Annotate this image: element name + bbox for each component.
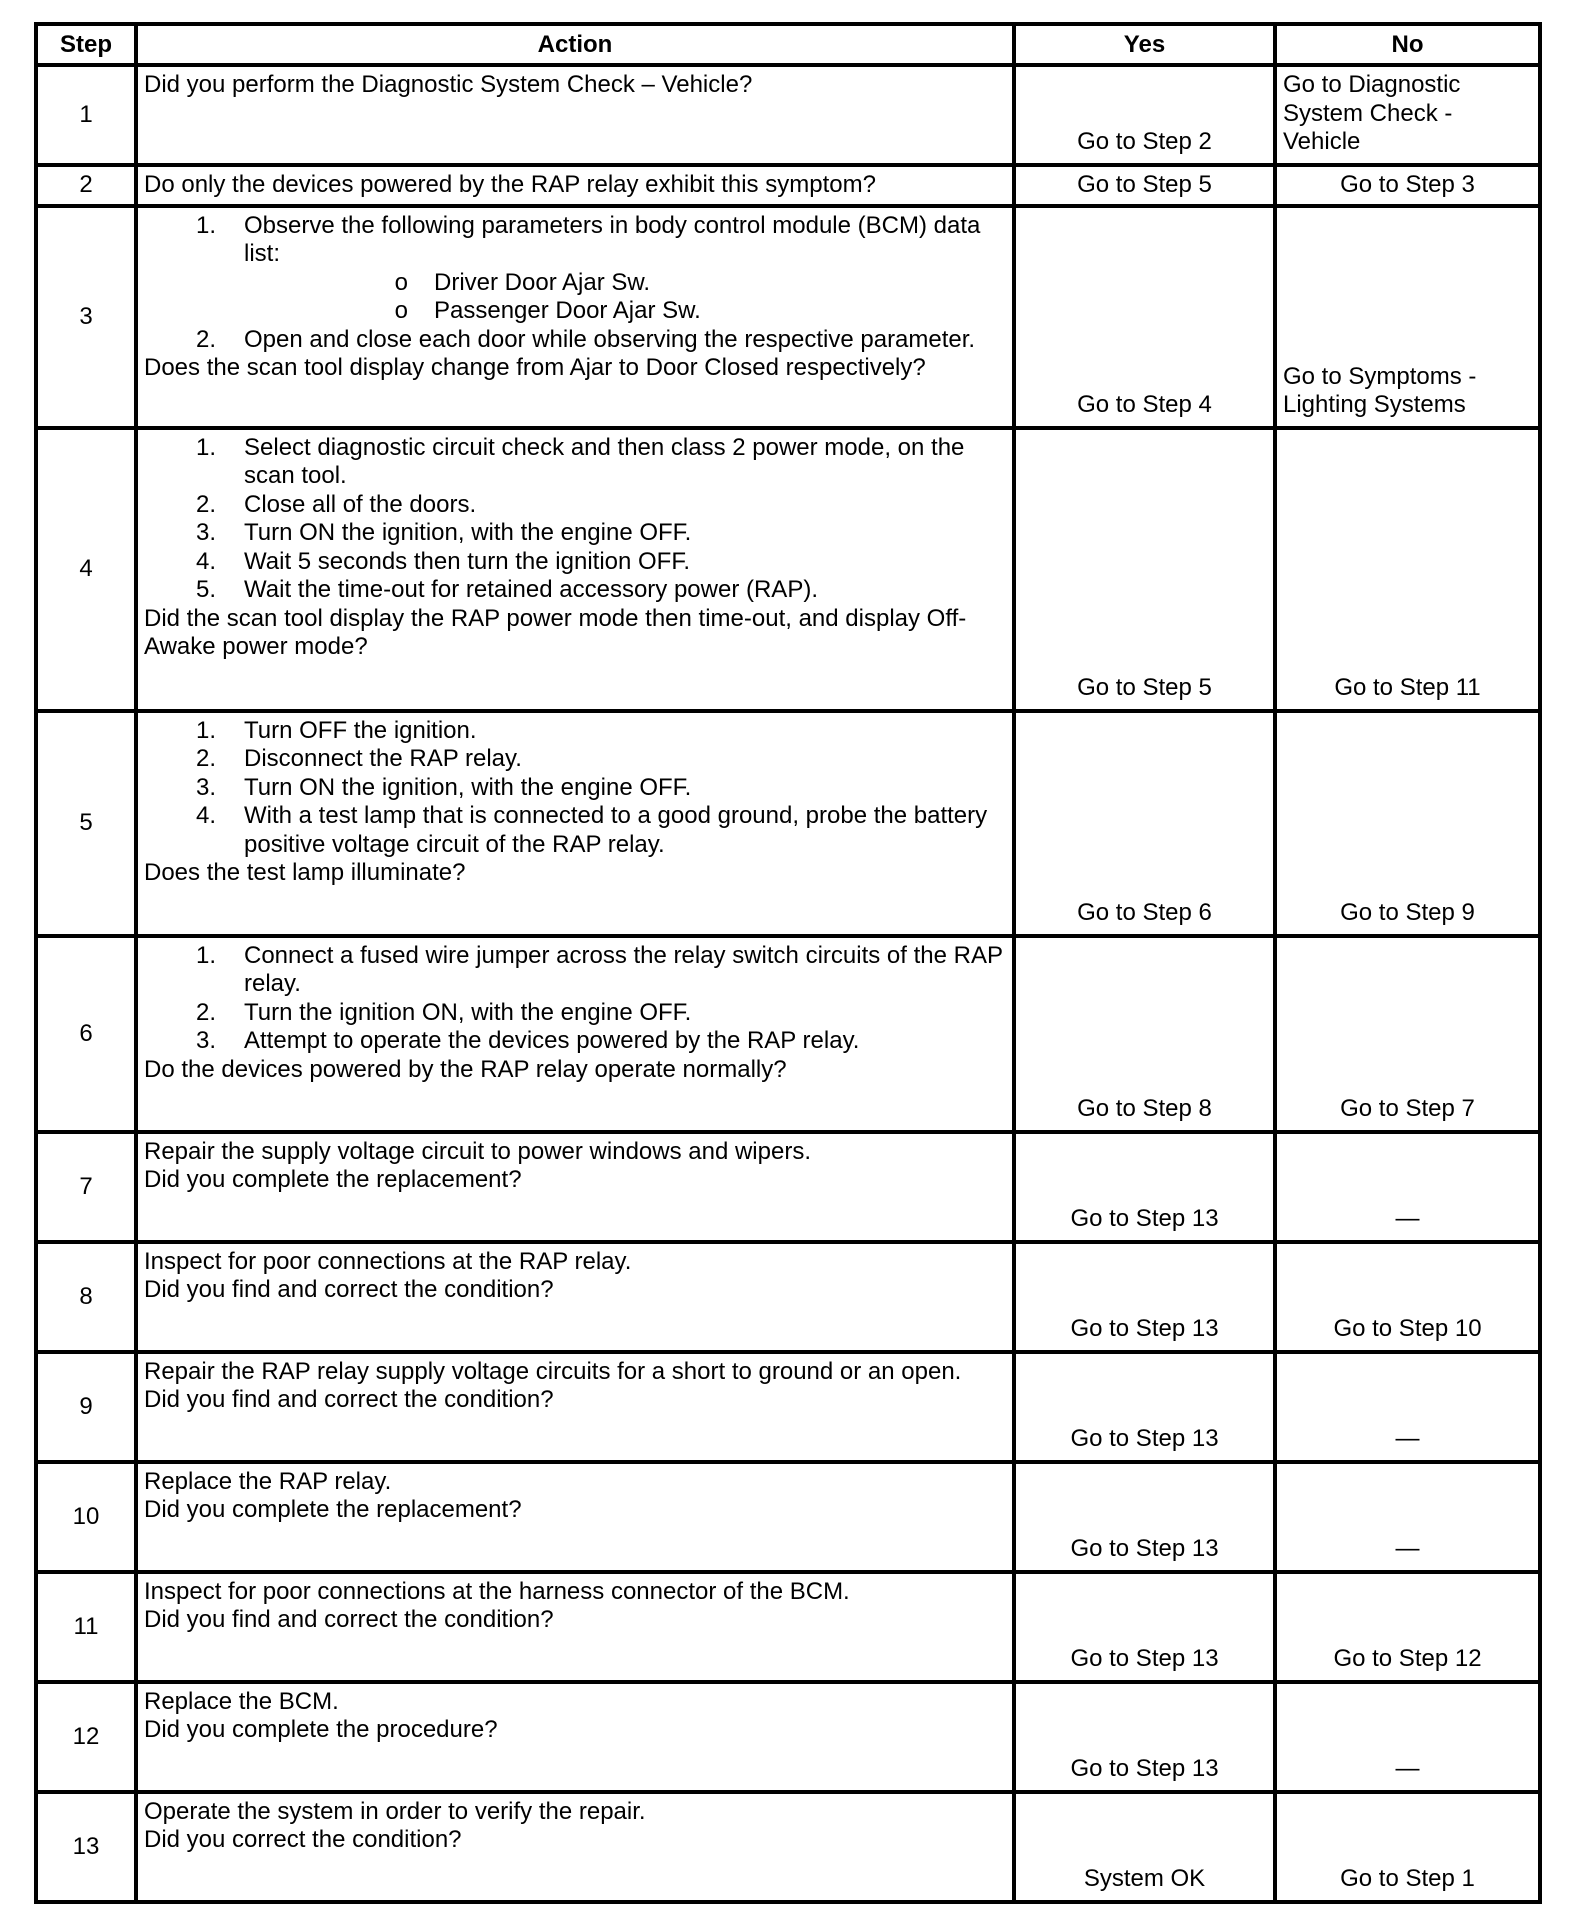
yes-link[interactable]: Go to Step 13 [1070,1535,1219,1562]
bullet: o [394,268,408,296]
no-line: System Check - [1283,99,1453,127]
no-cell [1275,206,1540,428]
step-item-number: 2. [195,998,216,1026]
action-step [144,519,1008,548]
yes-link[interactable]: Go to Step 13 [1070,1755,1219,1782]
yes-link[interactable]: Go to Step 13 [1070,1645,1219,1672]
action-cell [136,1682,1014,1792]
action-step [144,326,1008,355]
bullet: o [394,297,408,324]
step-item-text: Wait 5 seconds then turn the ignition OFF. [244,547,691,575]
action-question: Did you find and correct the condition? [144,1606,554,1633]
action-intro: Inspect for poor connections at the RAP relay. [144,1247,632,1275]
table-row [36,1572,1540,1682]
table-row [36,65,1540,165]
step-item-number: 4. [195,547,216,575]
no-value: — [1395,1535,1420,1562]
no-cell [1275,165,1540,206]
action-step [144,434,1008,491]
action-step [144,745,1008,774]
action-question: Did you find and correct the condition? [144,1386,554,1413]
action-question: Do the devices powered by the RAP relay operate normally? [144,1055,787,1083]
yes-cell [1014,1132,1275,1242]
table-row [36,1242,1540,1352]
no-cell [1275,1792,1540,1902]
step-item-text: Attempt to operate the devices powered by the RAP relay. [244,1027,860,1054]
action-cell [136,165,1014,206]
no-cell [1275,1572,1540,1682]
no-link[interactable]: Go to Step 9 [1340,899,1475,926]
step-item-text: Turn the ignition ON, with the engine OFF. [244,998,692,1026]
step-number: 11 [36,1572,136,1682]
action-steps [144,434,1008,605]
no-link[interactable]: Go to Step 10 [1333,1315,1482,1342]
yes-link[interactable]: Go to Step 13 [1070,1315,1219,1342]
no-link[interactable]: Go to Step 7 [1340,1095,1475,1122]
table-row [36,1792,1540,1902]
step-item-number: 3. [195,773,216,801]
step-item-text: Wait the time-out for retained accessory power (RAP). [244,576,818,603]
no-cell [1275,1462,1540,1572]
action-question: Did you complete the procedure? [144,1716,498,1743]
action-step [144,548,1008,577]
action-step [144,212,1008,326]
step-number: 4 [36,428,136,711]
no-cell [1275,711,1540,936]
yes-cell [1014,936,1275,1132]
yes-link[interactable]: Go to Step 2 [1077,128,1212,155]
action-step [144,491,1008,520]
action-question: Did you complete the replacement? [144,1166,522,1193]
action-intro: Do only the devices powered by the RAP relay exhibit this symptom? [144,170,876,198]
yes-link[interactable]: Go to Step 6 [1077,899,1212,926]
table-row [36,1462,1540,1572]
no-line: Go to Symptoms - [1283,362,1477,390]
yes-cell [1014,1682,1275,1792]
yes-cell [1014,1462,1275,1572]
action-steps [144,717,1008,860]
action-step [144,1027,1008,1056]
no-value: — [1395,1205,1420,1232]
no-value: — [1395,1425,1420,1452]
step-item-number: 1. [195,433,216,461]
parameter-list [244,269,1008,326]
action-intro: Replace the RAP relay. [144,1467,392,1495]
yes-cell [1014,1572,1275,1682]
no-link[interactable]: Go to Step 12 [1333,1645,1482,1672]
no-value: — [1395,1755,1420,1782]
yes-cell [1014,1792,1275,1902]
action-step [144,717,1008,746]
step-item-number: 3. [195,519,216,546]
parameter-text: Driver Door Ajar Sw. [434,268,651,296]
action-intro: Inspect for poor connections at the harness connector of the BCM. [144,1577,850,1605]
yes-cell [1014,1242,1275,1352]
parameter-text: Passenger Door Ajar Sw. [434,297,701,324]
no-cell [1275,65,1540,165]
header-yes: Yes [1014,24,1275,65]
table-row [36,1352,1540,1462]
action-cell [136,65,1014,165]
step-item-text: Turn ON the ignition, with the engine OFF. [244,773,692,801]
yes-link[interactable]: Go to Step 8 [1077,1095,1212,1122]
header-no: No [1275,24,1540,65]
no-line: Go to Diagnostic [1283,71,1461,98]
header-row [36,24,1540,65]
step-number: 6 [36,936,136,1132]
step-item-number: 2. [195,325,216,353]
step-item-number: 2. [195,745,216,772]
no-link[interactable] [1277,67,1538,163]
step-item-number: 4. [195,802,216,829]
no-cell [1275,1352,1540,1462]
table-row [36,428,1540,711]
action-cell [136,936,1014,1132]
yes-link[interactable]: Go to Step 5 [1077,170,1212,198]
action-question: Did the scan tool display the RAP power mode then time-out, and display Off-Awake power mode? [144,604,967,660]
action-steps [144,212,1008,355]
step-item-number: 1. [195,716,216,744]
table-row [36,1132,1540,1242]
no-link[interactable] [1277,359,1538,426]
no-link[interactable]: Go to Step 3 [1340,170,1475,198]
table-row [36,206,1540,428]
yes-cell [1014,711,1275,936]
action-cell [136,711,1014,936]
step-item-text: Close all of the doors. [244,490,477,518]
step-number: 10 [36,1462,136,1572]
action-steps [144,942,1008,1056]
yes-cell [1014,165,1275,206]
no-cell [1275,428,1540,711]
parameter-item [244,269,1008,298]
table-row [36,711,1540,936]
step-item-text: Connect a fused wire jumper across the relay switch circuits of the RAP relay. [244,941,1003,997]
yes-cell [1014,1352,1275,1462]
step-number: 9 [36,1352,136,1462]
step-item-text: With a test lamp that is connected to a good ground, probe the battery positive voltage circuit of the RAP relay. [244,802,988,858]
action-intro: Repair the supply voltage circuit to power windows and wipers. [144,1137,811,1165]
action-cell [136,1242,1014,1352]
step-number: 2 [36,165,136,206]
no-line: Lighting Systems [1283,391,1466,418]
step-item-text: Select diagnostic circuit check and then class 2 power mode, on the scan tool. [244,433,965,489]
step-number: 5 [36,711,136,936]
step-item-text: Turn OFF the ignition. [244,716,477,744]
action-cell [136,206,1014,428]
action-intro: Operate the system in order to verify the repair. [144,1797,646,1825]
step-item-text: Open and close each door while observing the respective parameter. [244,325,976,353]
yes-cell [1014,206,1275,428]
action-cell [136,1352,1014,1462]
diagnostic-table [34,22,1542,1904]
action-cell [136,1572,1014,1682]
step-number: 12 [36,1682,136,1792]
yes-value: System OK [1083,1865,1206,1892]
step-item-text: Turn ON the ignition, with the engine OFF. [244,519,692,546]
step-item-number: 1. [195,211,216,239]
step-item-number: 2. [195,490,216,518]
header-action: Action [136,24,1014,65]
action-step [144,999,1008,1028]
action-cell [136,1132,1014,1242]
no-cell [1275,1242,1540,1352]
action-intro: Replace the BCM. [144,1687,339,1715]
action-question: Does the test lamp illuminate? [144,859,466,886]
yes-cell [1014,65,1275,165]
step-item-number: 1. [195,941,216,969]
table-row [36,936,1540,1132]
step-number: 8 [36,1242,136,1352]
action-question: Did you complete the replacement? [144,1496,522,1523]
action-cell [136,1462,1014,1572]
no-link[interactable]: Go to Step 1 [1340,1865,1475,1892]
yes-link[interactable]: Go to Step 13 [1070,1205,1219,1232]
step-item-number: 5. [195,576,216,603]
action-question: Did you find and correct the condition? [144,1276,554,1303]
parameter-item [244,297,1008,326]
action-cell [136,428,1014,711]
action-cell [136,1792,1014,1902]
step-item-text: Observe the following parameters in body control module (BCM) data list: [244,211,981,267]
action-intro: Repair the RAP relay supply voltage circuits for a short to ground or an open. [144,1357,962,1385]
yes-cell [1014,428,1275,711]
yes-link[interactable]: Go to Step 13 [1070,1425,1219,1452]
table-row [36,1682,1540,1792]
no-cell [1275,1132,1540,1242]
no-line: Vehicle [1283,128,1361,155]
action-intro: Did you perform the Diagnostic System Check – Vehicle? [144,71,753,98]
step-number: 1 [36,65,136,165]
step-number: 3 [36,206,136,428]
yes-link[interactable]: Go to Step 4 [1077,391,1212,418]
action-step [144,774,1008,803]
no-cell [1275,1682,1540,1792]
step-number: 7 [36,1132,136,1242]
action-step [144,802,1008,859]
action-question: Does the scan tool display change from Ajar to Door Closed respectively? [144,354,926,381]
yes-link[interactable]: Go to Step 5 [1077,674,1212,701]
action-question: Did you correct the condition? [144,1826,462,1853]
header-step: Step [36,24,136,65]
step-item-number: 3. [195,1027,216,1054]
step-number: 13 [36,1792,136,1902]
step-item-text: Disconnect the RAP relay. [244,745,522,772]
table-row [36,165,1540,206]
no-cell [1275,936,1540,1132]
action-step [144,942,1008,999]
action-step [144,576,1008,605]
no-link[interactable]: Go to Step 11 [1334,674,1481,701]
